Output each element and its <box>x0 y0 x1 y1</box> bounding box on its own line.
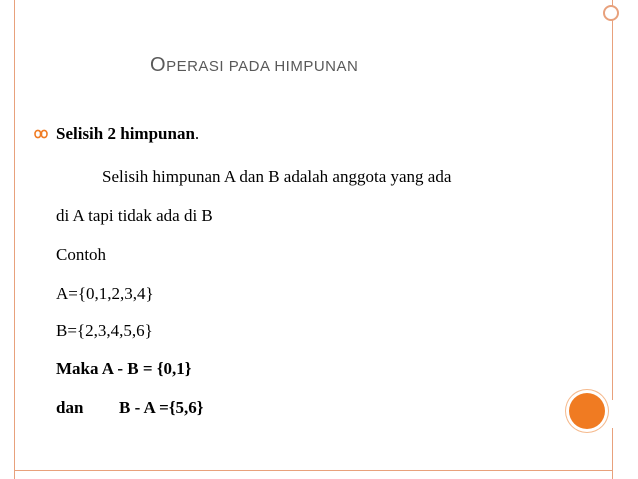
bullet-heading-suffix: . <box>194 124 200 143</box>
bullet-heading-line <box>56 124 199 144</box>
title-rest: PERASI PADA HIMPUNAN <box>166 58 359 75</box>
definition-line-1: Selisih himpunan A dan B adalah anggota yang ada <box>102 167 452 186</box>
example-label: Contoh <box>56 245 107 264</box>
title-first-letter: O <box>150 54 167 76</box>
definition-line-2: di A tapi tidak ada di B <box>56 206 213 225</box>
ornament-bullet-icon <box>34 127 48 141</box>
bullet-heading: Selisih 2 himpunan <box>56 124 195 143</box>
decorative-ring <box>603 5 619 21</box>
result-b-minus-a-prefix: dan <box>56 398 84 417</box>
frame-right-line-lower <box>612 428 613 479</box>
set-b: B={2,3,4,5,6} <box>56 321 153 340</box>
result-b-minus-a: B - A ={5,6} <box>119 398 204 417</box>
frame-left-line <box>14 0 15 479</box>
slide-title <box>150 54 358 77</box>
frame-bottom-line <box>14 470 612 471</box>
decorative-orange-circle <box>569 393 605 429</box>
frame-right-line-upper <box>612 0 613 400</box>
result-a-minus-b: Maka A - B = {0,1} <box>56 359 192 378</box>
set-a: A={0,1,2,3,4} <box>56 284 154 303</box>
